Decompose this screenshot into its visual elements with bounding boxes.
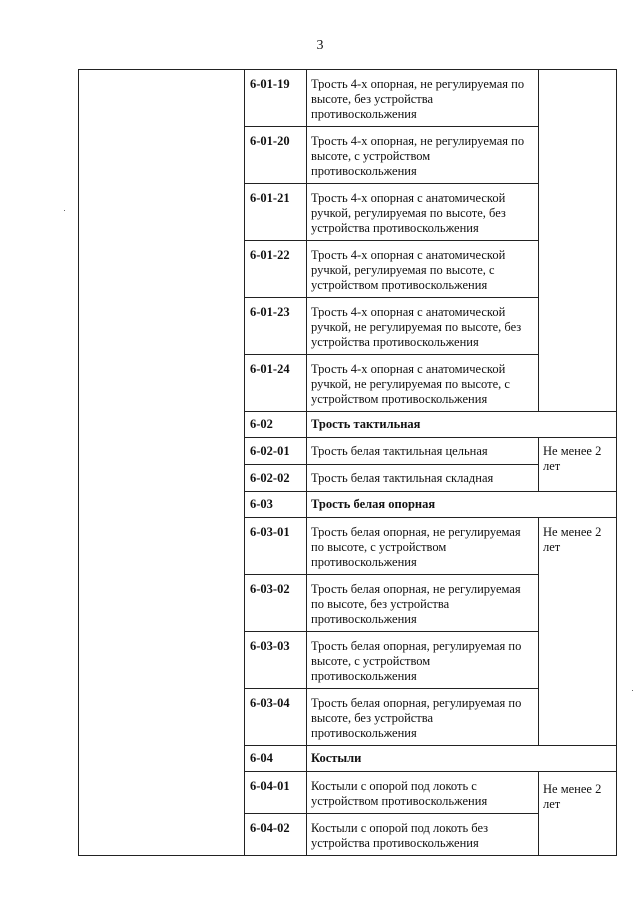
item-code: 6-01-24 [245,355,307,412]
item-code: 6-01-21 [245,184,307,241]
group-code: 6-04 [245,746,307,772]
item-code: 6-02-02 [245,465,307,492]
item-name: Трость белая опорная, регулируемая по высоте, с устройством противоскольжения [307,632,539,689]
item-name: Костыли с опорой под локоть с устройством противоскольжения [307,772,539,814]
scan-speck [632,690,633,691]
page-number: 3 [316,38,324,53]
item-code: 6-04-02 [245,814,307,856]
group-code: 6-02 [245,412,307,438]
item-code: 6-04-01 [245,772,307,814]
item-code: 6-02-01 [245,438,307,465]
group-name: Трость тактильная [307,412,617,438]
item-name: Трость 4-х опорная с анатомической ручкой, регулируемая по высоте, без устройства противоскольжения [307,184,539,241]
item-name: Трость белая тактильная цельная [307,438,539,465]
group-code: 6-03 [245,492,307,518]
item-code: 6-03-03 [245,632,307,689]
item-code: 6-01-20 [245,127,307,184]
item-name: Трость белая тактильная складная [307,465,539,492]
item-name: Костыли с опорой под локоть без устройства противоскольжения [307,814,539,856]
scan-speck [64,210,65,211]
item-code: 6-01-22 [245,241,307,298]
item-name: Трость белая опорная, не регулируемая по высоте, с устройством противоскольжения [307,518,539,575]
item-code: 6-03-04 [245,689,307,746]
item-term: Не менее 2 лет [539,772,617,856]
item-name: Трость белая опорная, регулируемая по высоте, без устройства противоскольжения [307,689,539,746]
item-code: 6-03-02 [245,575,307,632]
item-name: Трость 4-х опорная с анатомической ручкой, не регулируемая по высоте, без устройства противоскольжения [307,298,539,355]
group-name: Костыли [307,746,617,772]
table-row [79,70,617,127]
item-name: Трость 4-х опорная, не регулируемая по высоте, без устройства противоскольжения [307,70,539,127]
item-code: 6-01-19 [245,70,307,127]
item-name: Трость 4-х опорная с анатомической ручкой, не регулируемая по высоте, с устройством противоскольжения [307,355,539,412]
item-name: Трость 4-х опорная с анатомической ручкой, регулируемая по высоте, с устройством противоскольжения [307,241,539,298]
item-term [539,70,617,412]
item-term: Не менее 2 лет [539,438,617,492]
group-name: Трость белая опорная [307,492,617,518]
item-name: Трость белая опорная, не регулируемая по высоте, без устройства противоскольжения [307,575,539,632]
item-table [78,69,617,856]
item-code: 6-03-01 [245,518,307,575]
empty-column-cell [79,70,245,856]
item-name: Трость 4-х опорная, не регулируемая по высоте, с устройством противоскольжения [307,127,539,184]
item-code: 6-01-23 [245,298,307,355]
item-term: Не менее 2 лет [539,518,617,746]
